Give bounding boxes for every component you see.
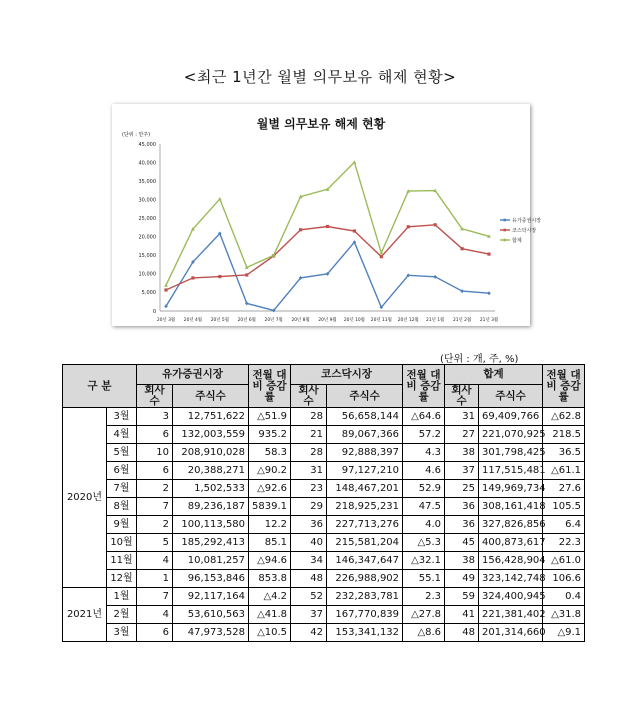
cell-q-c: 4.0 [403, 516, 445, 534]
month-cell: 7월 [107, 480, 137, 498]
year-cell: 2020년 [63, 408, 107, 588]
data-point [245, 273, 248, 276]
cell-k-c: △10.5 [249, 624, 291, 642]
table-body [63, 408, 585, 642]
cell-q-n: 29 [291, 498, 327, 516]
cell-k-n: 6 [137, 462, 173, 480]
cell-q-s: 97,127,210 [327, 462, 403, 480]
cell-t-n: 27 [445, 426, 479, 444]
data-point [299, 228, 302, 231]
cell-k-s: 47,973,528 [173, 624, 249, 642]
cell-q-c: △5.3 [403, 534, 445, 552]
cell-q-c: 52.9 [403, 480, 445, 498]
cell-q-s: 215,581,204 [327, 534, 403, 552]
line-chart-panel [112, 104, 541, 326]
cell-k-n: 6 [137, 426, 173, 444]
y-tick-label: 0 [152, 308, 156, 315]
cell-k-n: 10 [137, 444, 173, 462]
cell-k-s: 96,153,846 [173, 570, 249, 588]
month-cell: 11월 [107, 552, 137, 570]
cell-k-c: 85.1 [249, 534, 291, 552]
data-point [245, 301, 249, 305]
cell-k-s: 10,081,257 [173, 552, 249, 570]
release-table [62, 364, 585, 642]
cell-q-n: 34 [291, 552, 327, 570]
cell-q-n: 23 [291, 480, 327, 498]
cell-t-n: 41 [445, 606, 479, 624]
cell-k-c: △92.6 [249, 480, 291, 498]
series-line-3 [166, 162, 489, 285]
cell-t-s: 69,409,766 [479, 408, 543, 426]
cell-t-s: 400,873,617 [479, 534, 543, 552]
data-point [487, 291, 491, 295]
cell-k-s: 89,236,187 [173, 498, 249, 516]
month-cell: 5월 [107, 444, 137, 462]
cell-q-c: △64.6 [403, 408, 445, 426]
cell-k-c: 58.3 [249, 444, 291, 462]
cell-t-c: △9.1 [543, 624, 585, 642]
cell-k-n: 4 [137, 552, 173, 570]
data-point [191, 276, 194, 279]
cell-k-n: 5 [137, 534, 173, 552]
cell-q-n: 21 [291, 426, 327, 444]
table-row [63, 498, 585, 516]
cell-k-s: 132,003,559 [173, 426, 249, 444]
data-point [460, 247, 463, 250]
x-tick-label: 20년 10월 [343, 318, 365, 323]
legend-label: 합계 [512, 237, 522, 244]
x-tick-label: 20년 12월 [397, 318, 419, 323]
month-cell: 8월 [107, 498, 137, 516]
data-point [353, 160, 357, 164]
header-kospi: 유가증권시장 [137, 365, 249, 385]
cell-t-s: 323,142,748 [479, 570, 543, 588]
y-tick-label: 15,000 [138, 253, 156, 260]
y-tick-label: 45,000 [138, 141, 156, 148]
table-row [63, 624, 585, 642]
cell-k-s: 20,388,271 [173, 462, 249, 480]
y-tick-label: 5,000 [141, 290, 156, 297]
cell-k-c: 5839.1 [249, 498, 291, 516]
x-tick-label: 21년 3월 [479, 318, 499, 323]
cell-q-s: 226,988,902 [327, 570, 403, 588]
cell-q-n: 28 [291, 408, 327, 426]
table-row [63, 444, 585, 462]
line-chart [112, 104, 541, 326]
cell-t-s: 308,161,418 [479, 498, 543, 516]
cell-t-s: 201,314,660 [479, 624, 543, 642]
cell-q-n: 42 [291, 624, 327, 642]
cell-q-s: 56,658,144 [327, 408, 403, 426]
data-point [407, 225, 410, 228]
header-kosdaq-mom: 전월 대비 증감률 [403, 365, 445, 408]
cell-t-c: △61.0 [543, 552, 585, 570]
month-cell: 6월 [107, 462, 137, 480]
cell-q-s: 232,283,781 [327, 588, 403, 606]
cell-q-n: 52 [291, 588, 327, 606]
cell-k-c: △4.2 [249, 588, 291, 606]
table-row [63, 408, 585, 426]
cell-t-n: 48 [445, 624, 479, 642]
cell-k-c: 935.2 [249, 426, 291, 444]
cell-q-c: 47.5 [403, 498, 445, 516]
table-row [63, 462, 585, 480]
cell-k-s: 12,751,622 [173, 408, 249, 426]
table-unit-note: (단위 : 개, 주, %) [440, 354, 519, 365]
x-tick-label: 21년 2월 [452, 318, 472, 323]
cell-k-s: 185,292,413 [173, 534, 249, 552]
cell-k-c: △41.8 [249, 606, 291, 624]
cell-k-s: 92,117,164 [173, 588, 249, 606]
header-total-companies: 회사수 [445, 385, 479, 408]
cell-t-n: 36 [445, 516, 479, 534]
header-kosdaq: 코스닥시장 [291, 365, 403, 385]
cell-t-c: 106.6 [543, 570, 585, 588]
header-total-shares: 주식수 [479, 385, 543, 408]
cell-k-n: 3 [137, 408, 173, 426]
table-row [63, 534, 585, 552]
cell-t-s: 301,798,425 [479, 444, 543, 462]
cell-q-s: 167,770,839 [327, 606, 403, 624]
x-tick-label: 20년 3월 [156, 318, 176, 323]
cell-k-n: 6 [137, 624, 173, 642]
header-gubun: 구 분 [63, 365, 137, 408]
cell-q-c: △8.6 [403, 624, 445, 642]
cell-k-c: △90.2 [249, 462, 291, 480]
cell-t-c: △62.8 [543, 408, 585, 426]
cell-k-n: 4 [137, 606, 173, 624]
month-cell: 3월 [107, 408, 137, 426]
data-point [434, 223, 437, 226]
cell-t-c: △61.1 [543, 462, 585, 480]
cell-t-c: 0.4 [543, 588, 585, 606]
cell-t-n: 45 [445, 534, 479, 552]
month-cell: 4월 [107, 426, 137, 444]
cell-t-c: 22.3 [543, 534, 585, 552]
cell-t-s: 156,428,904 [479, 552, 543, 570]
cell-k-n: 2 [137, 516, 173, 534]
cell-t-s: 327,826,856 [479, 516, 543, 534]
cell-t-c: 105.5 [543, 498, 585, 516]
cell-q-s: 227,713,276 [327, 516, 403, 534]
cell-t-s: 117,515,481 [479, 462, 543, 480]
x-tick-label: 20년 4월 [183, 318, 203, 323]
cell-k-c: 12.2 [249, 516, 291, 534]
cell-k-c: △94.6 [249, 552, 291, 570]
cell-t-s: 324,400,945 [479, 588, 543, 606]
cell-q-n: 36 [291, 516, 327, 534]
cell-k-s: 1,502,533 [173, 480, 249, 498]
cell-q-n: 40 [291, 534, 327, 552]
data-point [353, 229, 356, 232]
table-row [63, 426, 585, 444]
x-tick-label: 21년 1월 [426, 318, 445, 323]
cell-q-n: 48 [291, 570, 327, 588]
cell-t-c: 36.5 [543, 444, 585, 462]
table-row [63, 552, 585, 570]
y-tick-label: 20,000 [138, 234, 156, 241]
cell-q-s: 218,925,231 [327, 498, 403, 516]
cell-q-s: 148,467,201 [327, 480, 403, 498]
cell-k-n: 1 [137, 570, 173, 588]
cell-t-n: 59 [445, 588, 479, 606]
x-tick-label: 20년 6월 [237, 318, 256, 323]
legend-marker [504, 239, 507, 242]
cell-t-s: 221,381,402 [479, 606, 543, 624]
cell-q-n: 37 [291, 606, 327, 624]
header-kosdaq-companies: 회사수 [291, 385, 327, 408]
cell-t-c: 218.5 [543, 426, 585, 444]
cell-t-n: 37 [445, 462, 479, 480]
legend-marker [504, 229, 507, 232]
cell-q-c: 2.3 [403, 588, 445, 606]
legend-label: 코스닥시장 [512, 227, 537, 234]
cell-k-c: △51.9 [249, 408, 291, 426]
y-tick-label: 25,000 [138, 216, 156, 223]
cell-q-s: 89,067,366 [327, 426, 403, 444]
x-tick-label: 20년 7월 [264, 318, 283, 323]
x-tick-label: 20년 11월 [370, 318, 392, 323]
table-row [63, 480, 585, 498]
legend-label: 유가증권시장 [512, 217, 541, 224]
cell-t-s: 221,070,925 [479, 426, 543, 444]
header-total-mom: 전월 대비 증감률 [543, 365, 585, 408]
cell-q-n: 28 [291, 444, 327, 462]
cell-t-s: 149,969,734 [479, 480, 543, 498]
cell-q-c: △32.1 [403, 552, 445, 570]
cell-k-c: 853.8 [249, 570, 291, 588]
cell-q-n: 31 [291, 462, 327, 480]
cell-t-n: 38 [445, 444, 479, 462]
cell-k-s: 53,610,563 [173, 606, 249, 624]
cell-t-c: △31.8 [543, 606, 585, 624]
cell-t-c: 27.6 [543, 480, 585, 498]
y-tick-label: 35,000 [138, 178, 156, 185]
y-tick-label: 10,000 [138, 271, 156, 278]
cell-k-s: 208,910,028 [173, 444, 249, 462]
month-cell: 10월 [107, 534, 137, 552]
y-tick-label: 40,000 [138, 160, 156, 167]
cell-k-n: 7 [137, 588, 173, 606]
month-cell: 12월 [107, 570, 137, 588]
cell-q-c: △27.8 [403, 606, 445, 624]
header-total: 합계 [445, 365, 543, 385]
cell-q-c: 4.6 [403, 462, 445, 480]
cell-q-c: 4.3 [403, 444, 445, 462]
table-row [63, 588, 585, 606]
data-point [326, 225, 329, 228]
table-row [63, 516, 585, 534]
table-row [63, 606, 585, 624]
cell-t-n: 31 [445, 408, 479, 426]
cell-t-n: 36 [445, 498, 479, 516]
header-kospi-shares: 주식수 [173, 385, 249, 408]
cell-q-c: 55.1 [403, 570, 445, 588]
legend-marker [504, 219, 507, 222]
cell-q-s: 146,347,647 [327, 552, 403, 570]
table-row [63, 570, 585, 588]
chart-title: 월별 의무보유 해제 현황 [256, 117, 386, 131]
cell-q-s: 92,888,397 [327, 444, 403, 462]
data-point [164, 288, 167, 291]
data-point [218, 197, 222, 201]
chart-unit-label: (단위 : 만주) [122, 132, 151, 138]
cell-t-n: 25 [445, 480, 479, 498]
header-kospi-mom: 전월 대비 증감률 [249, 365, 291, 408]
cell-k-n: 2 [137, 480, 173, 498]
cell-q-c: 57.2 [403, 426, 445, 444]
month-cell: 2월 [107, 606, 137, 624]
data-point [380, 255, 383, 258]
month-cell: 3월 [107, 624, 137, 642]
x-tick-label: 20년 9월 [318, 318, 337, 323]
cell-t-n: 38 [445, 552, 479, 570]
cell-k-s: 100,113,580 [173, 516, 249, 534]
table-header [63, 365, 585, 408]
cell-t-c: 6.4 [543, 516, 585, 534]
month-cell: 9월 [107, 516, 137, 534]
data-point [487, 252, 490, 255]
x-tick-label: 20년 5월 [210, 318, 229, 323]
year-cell: 2021년 [63, 588, 107, 642]
document-title: <최근 1년간 월별 의무보유 해제 현황> [183, 68, 457, 86]
y-tick-label: 30,000 [138, 197, 156, 204]
month-cell: 1월 [107, 588, 137, 606]
cell-t-n: 49 [445, 570, 479, 588]
cell-q-s: 153,341,132 [327, 624, 403, 642]
cell-k-n: 7 [137, 498, 173, 516]
header-kospi-companies: 회사수 [137, 385, 173, 408]
x-tick-label: 20년 8월 [291, 318, 310, 323]
data-point [218, 275, 221, 278]
header-kosdaq-shares: 주식수 [327, 385, 403, 408]
